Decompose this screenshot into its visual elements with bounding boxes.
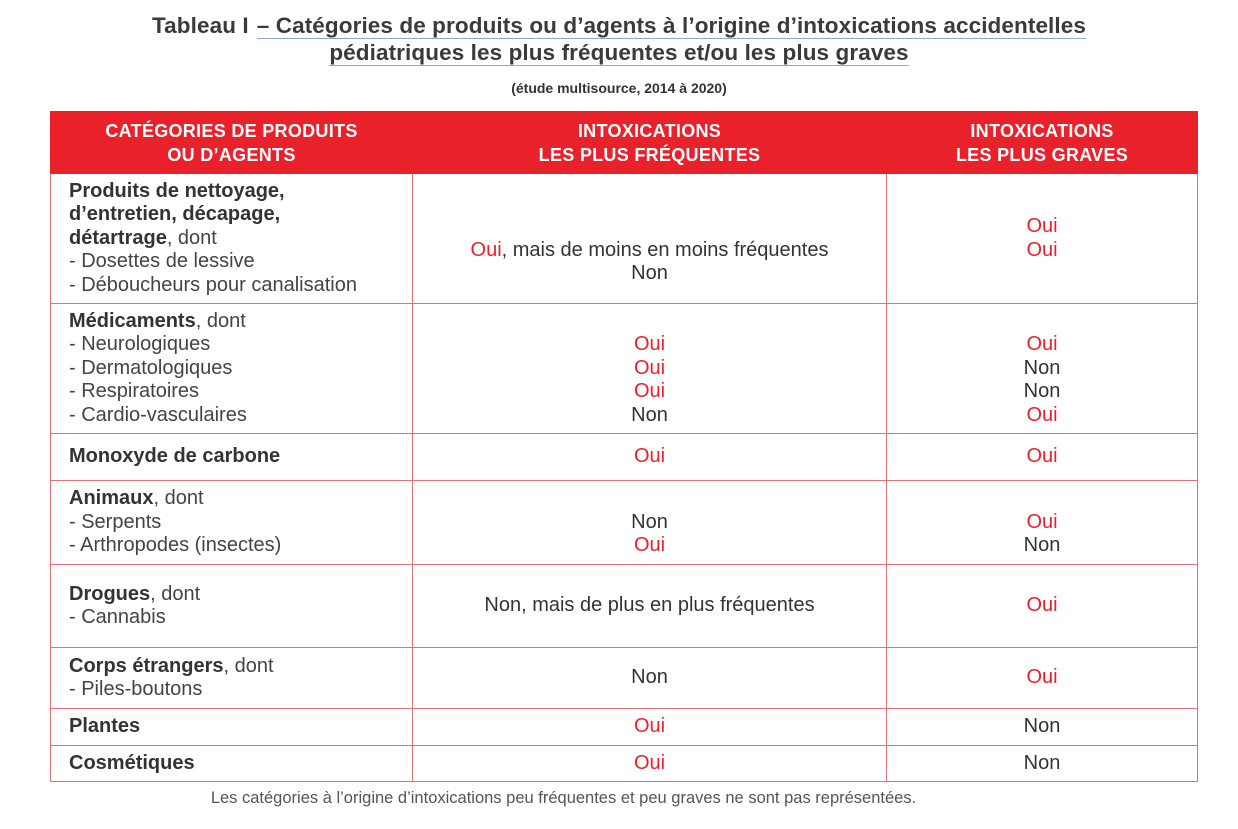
table-row — [51, 304, 1198, 434]
frequent-cell: Oui Oui Oui Non — [413, 304, 887, 434]
table-title-line-1 — [0, 12, 1238, 39]
subcategory: - Déboucheurs pour canalisation — [69, 273, 357, 296]
subcategory: - Dermatologiques — [69, 356, 233, 379]
table-title-line-2 — [0, 39, 1238, 66]
table-row — [51, 746, 1198, 782]
category-cell: Cosmétiques — [51, 746, 413, 782]
category-cell: Animaux, dont - Serpents - Arthropodes (insectes) — [51, 481, 413, 565]
serious-cell: Oui Non Non Oui — [887, 304, 1198, 434]
frequent-cell: Oui, mais de moins en moins fréquentes Non — [413, 174, 887, 304]
title-block — [0, 12, 1238, 97]
table-row — [51, 709, 1198, 746]
serious-cell: Oui — [887, 648, 1198, 709]
serious-cell: Oui — [887, 565, 1198, 648]
frequent-cell: Oui — [413, 746, 887, 782]
table-row — [51, 174, 1198, 304]
title-text-2: pédiatriques les plus fréquentes et/ou les plus graves — [329, 40, 909, 65]
table-footnote: Les catégories à l’origine d’intoxications peu fréquentes et peu graves ne sont pas représentées. — [210, 789, 917, 807]
intoxication-table — [50, 111, 1198, 782]
serious-cell: Oui — [887, 434, 1198, 481]
table-row — [51, 565, 1198, 648]
table-number: Tableau I — [152, 13, 249, 38]
subcategory: - Serpents — [69, 510, 162, 533]
frequent-cell: Oui — [413, 709, 887, 746]
serious-cell: Non — [887, 746, 1198, 782]
table-row — [51, 481, 1198, 565]
category-cell: Plantes — [51, 709, 413, 746]
header-serious: INTOXICATIONS LES PLUS GRAVES — [887, 112, 1198, 174]
frequent-cell: Non — [413, 648, 887, 709]
category-cell: Drogues, dont - Cannabis — [51, 565, 413, 648]
frequent-cell: Non, mais de plus en plus fréquentes — [413, 565, 887, 648]
subcategory: - Piles-boutons — [69, 678, 203, 700]
subcategory: - Dosettes de lessive — [69, 250, 255, 273]
header-categories: CATÉGORIES DE PRODUITS OU D’AGENTS — [51, 112, 413, 174]
table-row — [51, 434, 1198, 481]
subcategory: - Cannabis — [69, 606, 166, 628]
header-row — [51, 112, 1198, 174]
title-text-1: – Catégories de produits ou d’agents à l’origine d’intoxications accidentelles — [256, 13, 1086, 38]
category-cell: Médicaments, dont - Neurologiques - Dermatologiques - Respiratoires - Cardio-vasculaires — [51, 304, 413, 434]
table-subtitle: (étude multisource, 2014 à 2020) — [511, 80, 727, 96]
category-cell: Monoxyde de carbone — [51, 434, 413, 481]
header-frequent: INTOXICATIONS LES PLUS FRÉQUENTES — [413, 112, 887, 174]
serious-cell: Non — [887, 709, 1198, 746]
serious-cell: Oui Oui — [887, 174, 1198, 304]
frequent-cell: Non Oui — [413, 481, 887, 565]
frequent-cell: Oui — [413, 434, 887, 481]
subcategory: - Arthropodes (insectes) — [69, 534, 282, 557]
subcategory: - Cardio-vasculaires — [69, 403, 247, 426]
table-row — [51, 648, 1198, 709]
subcategory: - Respiratoires — [69, 380, 200, 403]
serious-cell: Oui Non — [887, 481, 1198, 565]
category-cell: Corps étrangers, dont - Piles-boutons — [51, 648, 413, 709]
subcategory: - Neurologiques — [69, 333, 211, 356]
category-cell: Produits de nettoyage, d’entretien, décapage, détartrage, dont - Dosettes de lessive - Déboucheurs pour canalisation — [51, 174, 413, 304]
